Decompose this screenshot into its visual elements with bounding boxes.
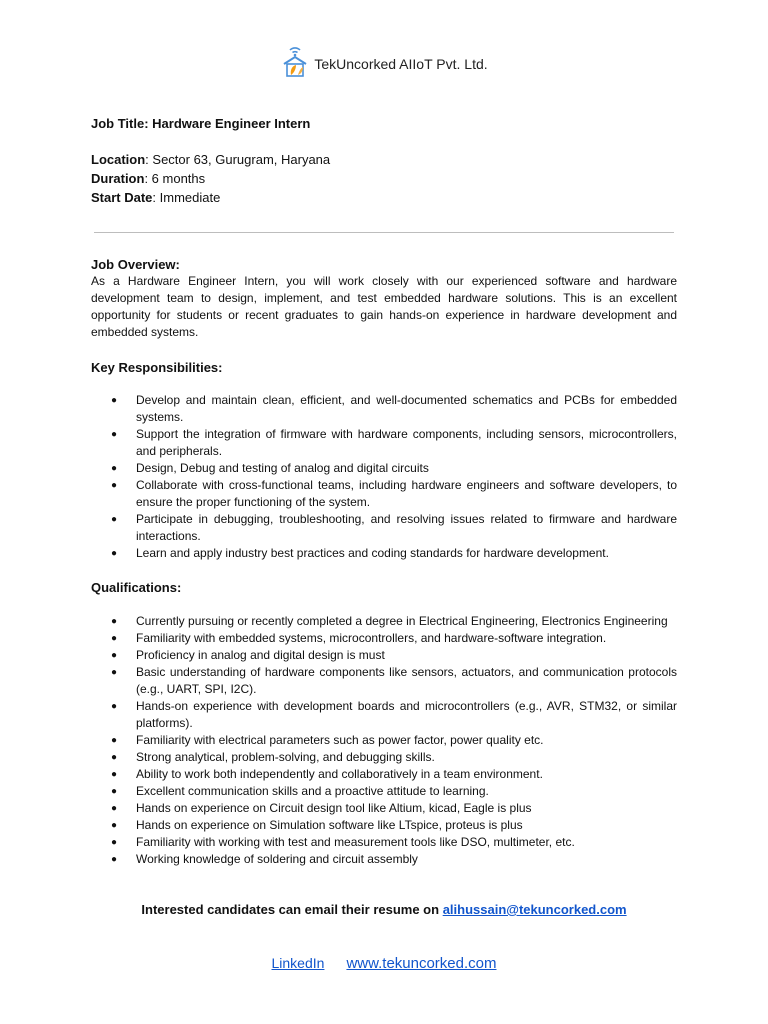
bullet-icon: ● xyxy=(111,735,118,746)
start-date-value: : Immediate xyxy=(152,190,221,205)
list-item-text: Develop and maintain clean, efficient, and well-documented schematics and PCBs for embedded systems. xyxy=(136,393,677,424)
list-item-text: Hands on experience on Circuit design tool like Altium, kicad, Eagle is plus xyxy=(136,801,532,815)
duration-line xyxy=(91,169,330,188)
list-item xyxy=(91,426,677,460)
list-item-text: Collaborate with cross-functional teams, including hardware engineers and software developers, to ensure the proper functioning of the system. xyxy=(136,478,677,509)
list-item-text: Design, Debug and testing of analog and digital circuits xyxy=(136,461,429,475)
bullet-icon: ● xyxy=(111,820,118,831)
duration-label: Duration xyxy=(91,171,145,186)
list-item-text: Basic understanding of hardware components like sensors, actuators, and communication protocols (e.g., UART, SPI, I2C). xyxy=(136,665,677,696)
list-item xyxy=(91,647,677,664)
list-item-text: Learn and apply industry best practices and coding standards for hardware development. xyxy=(136,546,609,560)
job-meta xyxy=(91,150,330,207)
overview-paragraph: As a Hardware Engineer Intern, you will work closely with our experienced software and hardware development team to design, implement, and test embedded hardware solutions. This is an excellent opportunity for students or recent graduates to gain hands-on experience in hardware development and embedded systems. xyxy=(91,274,677,339)
qualifications-list xyxy=(91,613,677,868)
bullet-icon: ● xyxy=(111,633,118,644)
list-item xyxy=(91,851,677,868)
list-item-text: Support the integration of firmware with hardware components, including sensors, microcontrollers, and peripherals. xyxy=(136,427,677,458)
list-item xyxy=(91,800,677,817)
bullet-icon: ● xyxy=(111,701,118,712)
bullet-icon: ● xyxy=(111,429,118,440)
location-line xyxy=(91,150,330,169)
list-item-text: Familiarity with working with test and measurement tools like DSO, multimeter, etc. xyxy=(136,835,575,849)
start-date-label: Start Date xyxy=(91,190,153,205)
list-item xyxy=(91,732,677,749)
application-cta xyxy=(91,902,677,917)
qualifications-heading: Qualifications: xyxy=(91,580,182,595)
list-item xyxy=(91,698,677,732)
list-item-text: Ability to work both independently and collaboratively in a team environment. xyxy=(136,767,543,781)
company-logo-icon xyxy=(280,44,310,78)
list-item xyxy=(91,545,677,562)
bullet-icon: ● xyxy=(111,548,118,559)
list-item xyxy=(91,834,677,851)
list-item-text: Currently pursuing or recently completed a degree in Electrical Engineering, Electronics Engineering xyxy=(136,614,668,628)
location-label: Location xyxy=(91,152,146,167)
bullet-icon: ● xyxy=(111,786,118,797)
overview-heading: Job Overview: xyxy=(91,257,180,272)
website-link[interactable]: www.tekuncorked.com xyxy=(346,955,497,972)
list-item xyxy=(91,613,677,630)
bullet-icon: ● xyxy=(111,480,118,491)
footer-links xyxy=(91,955,677,972)
list-item-text: Participate in debugging, troubleshooting, and resolving issues related to firmware and hardware interactions. xyxy=(136,512,677,543)
list-item-text: Hands on experience on Simulation software like LTspice, proteus is plus xyxy=(136,818,523,832)
list-item-text: Strong analytical, problem-solving, and debugging skills. xyxy=(136,750,435,764)
duration-value: : 6 months xyxy=(144,171,206,186)
linkedin-link[interactable]: LinkedIn xyxy=(271,955,325,971)
list-item xyxy=(91,766,677,783)
job-title: Job Title: Hardware Engineer Intern xyxy=(91,116,311,131)
bullet-icon: ● xyxy=(111,616,118,627)
start-date-line xyxy=(91,188,330,207)
company-header xyxy=(91,44,677,84)
list-item-text: Hands-on experience with development boards and microcontrollers (e.g., AVR, STM32, or similar platforms). xyxy=(136,699,677,730)
email-link[interactable]: alihussain@tekuncorked.com xyxy=(442,902,627,917)
bullet-icon: ● xyxy=(111,395,118,406)
company-name: TekUncorked AIIoT Pvt. Ltd. xyxy=(314,56,488,72)
bullet-icon: ● xyxy=(111,667,118,678)
bullet-icon: ● xyxy=(111,854,118,865)
bullet-icon: ● xyxy=(111,463,118,474)
list-item xyxy=(91,749,677,766)
list-item xyxy=(91,477,677,511)
responsibilities-heading: Key Responsibilities: xyxy=(91,360,223,375)
location-value: : Sector 63, Gurugram, Haryana xyxy=(145,152,331,167)
list-item-text: Familiarity with electrical parameters such as power factor, power quality etc. xyxy=(136,733,544,747)
list-item-text: Proficiency in analog and digital design is must xyxy=(136,648,385,662)
list-item-text: Familiarity with embedded systems, microcontrollers, and hardware-software integration. xyxy=(136,631,607,645)
list-item xyxy=(91,392,677,426)
list-item xyxy=(91,783,677,800)
bullet-icon: ● xyxy=(111,803,118,814)
responsibilities-list xyxy=(91,392,677,562)
list-item-text: Excellent communication skills and a proactive attitude to learning. xyxy=(136,784,489,798)
cta-text: Interested candidates can email their resume on xyxy=(141,902,443,917)
list-item xyxy=(91,511,677,545)
bullet-icon: ● xyxy=(111,650,118,661)
bullet-icon: ● xyxy=(111,514,118,525)
horizontal-divider xyxy=(94,232,674,233)
bullet-icon: ● xyxy=(111,769,118,780)
list-item-text: Working knowledge of soldering and circuit assembly xyxy=(136,852,418,866)
list-item xyxy=(91,664,677,698)
bullet-icon: ● xyxy=(111,752,118,763)
list-item xyxy=(91,817,677,834)
list-item xyxy=(91,460,677,477)
list-item xyxy=(91,630,677,647)
bullet-icon: ● xyxy=(111,837,118,848)
